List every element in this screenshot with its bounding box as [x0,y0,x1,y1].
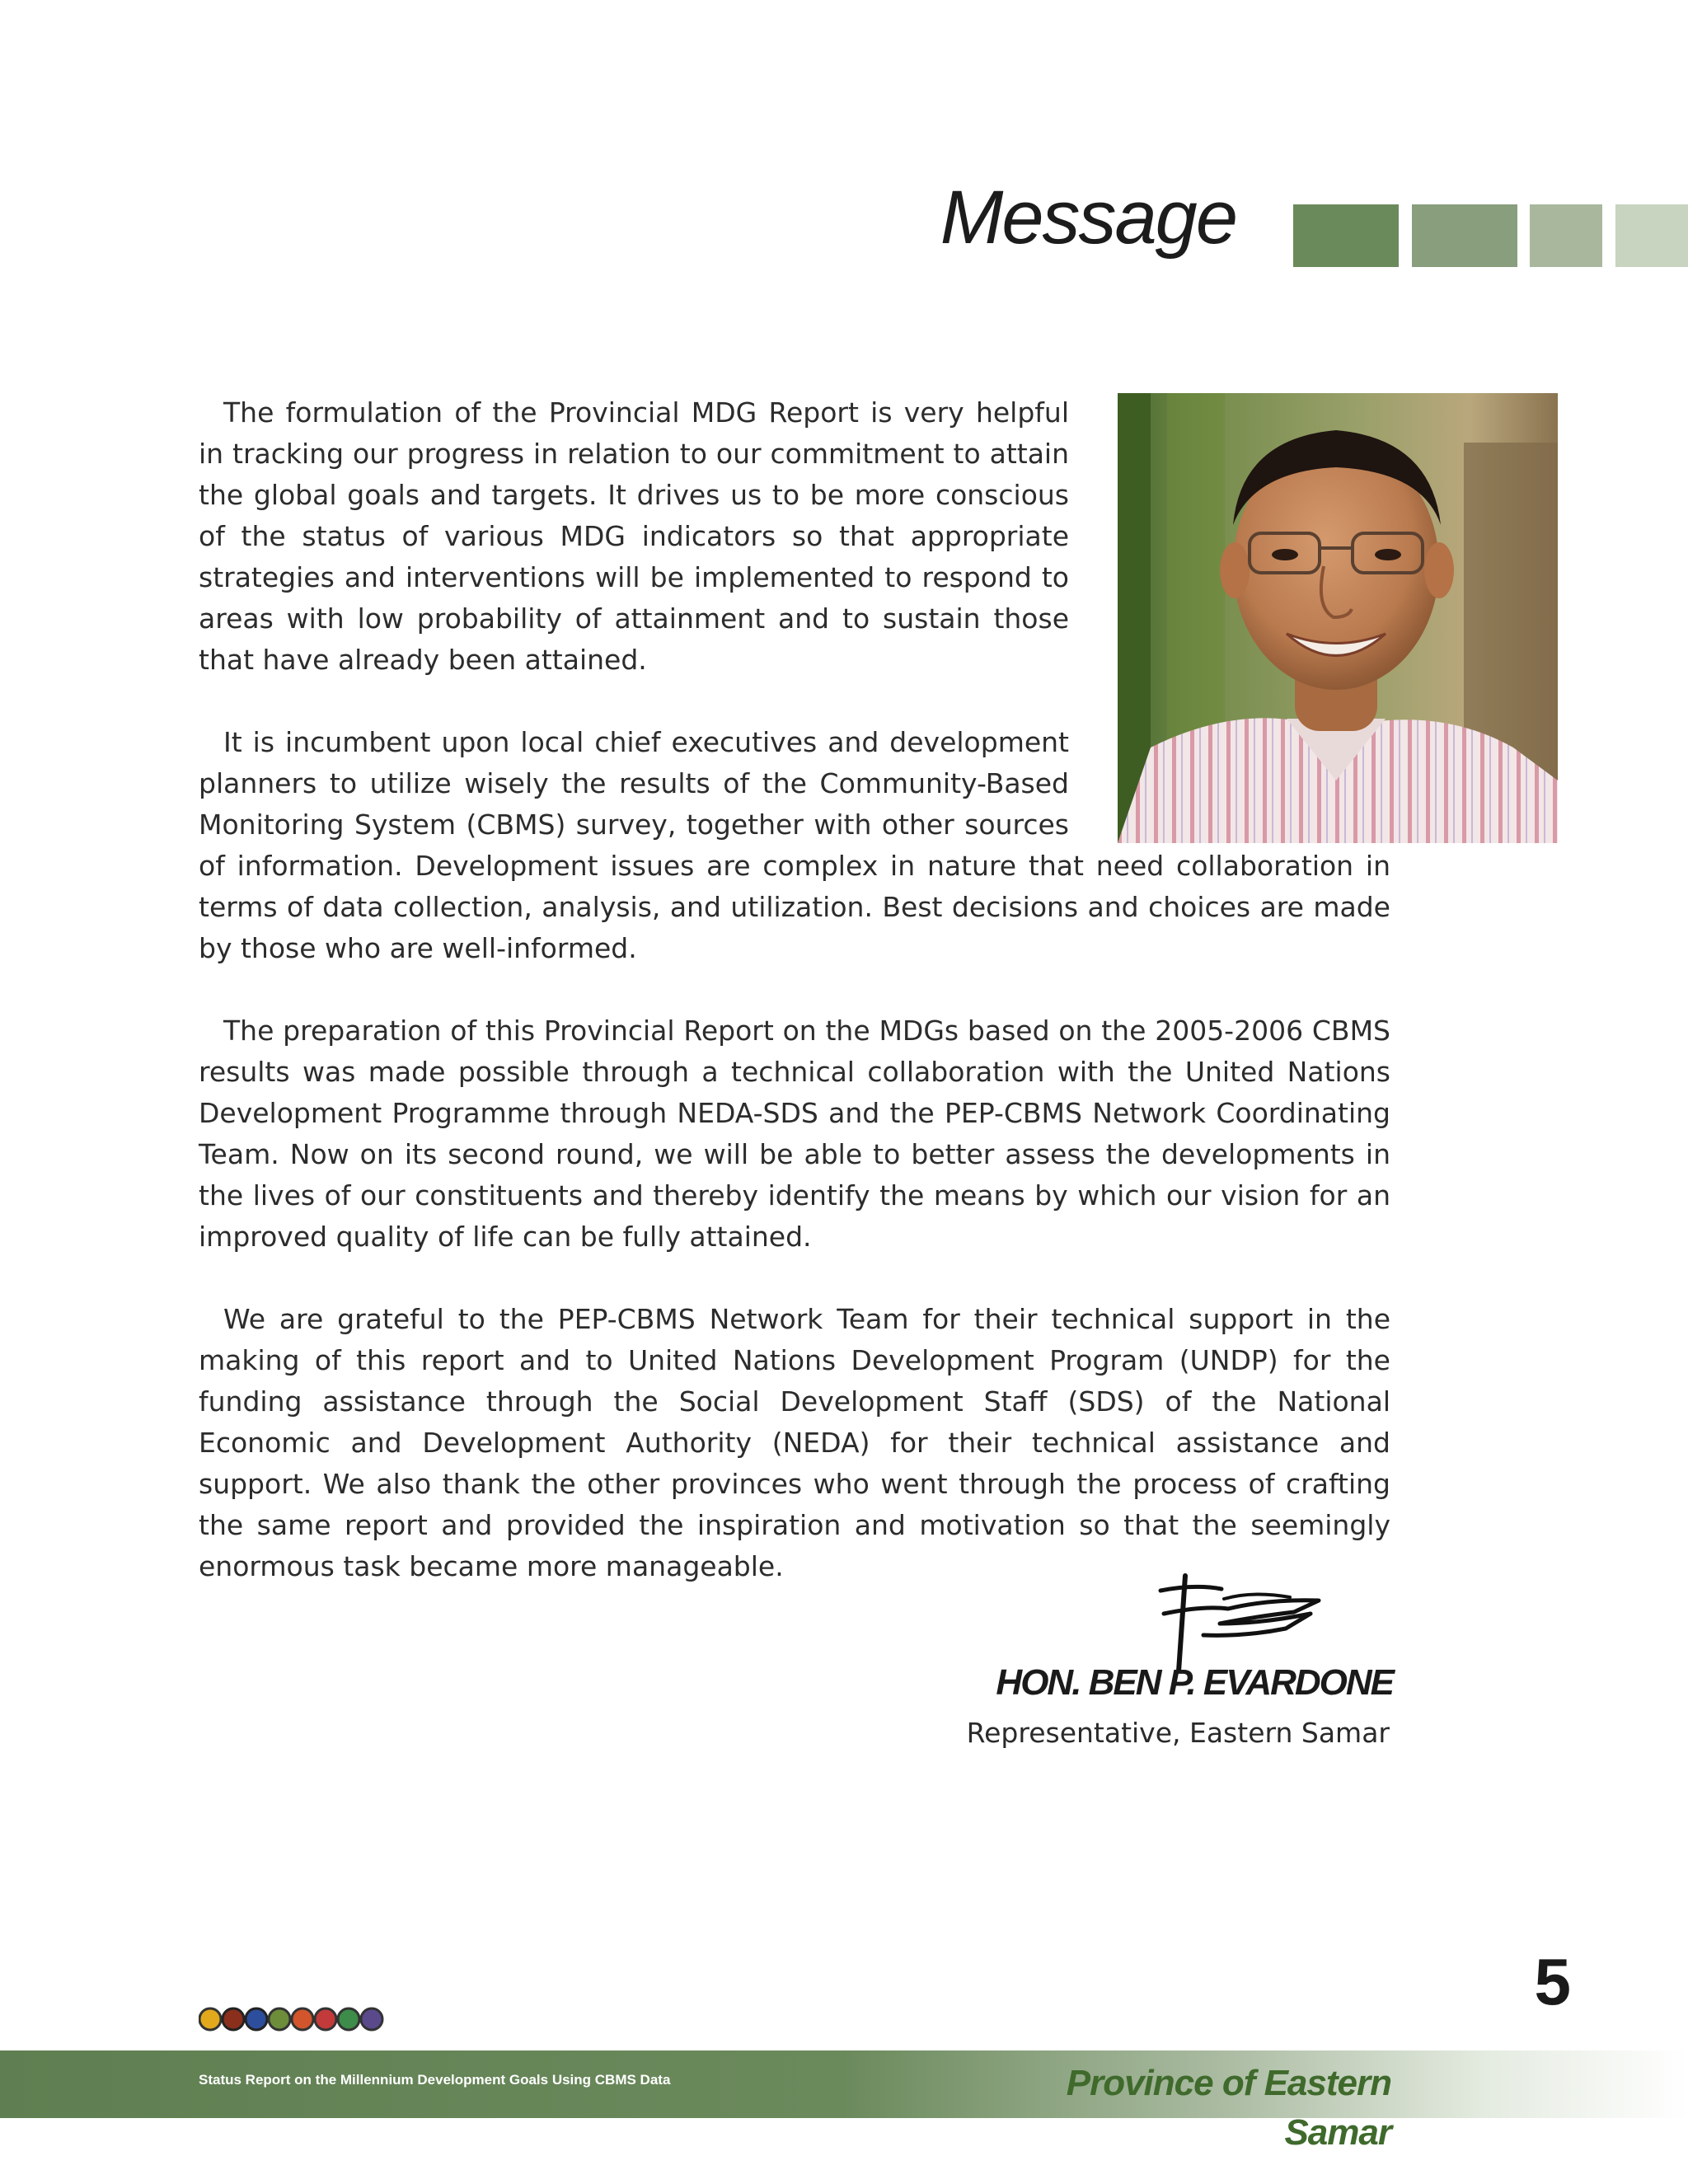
goal-icon-1 [199,2008,221,2030]
accent-square-3 [1530,204,1602,267]
goal-icon-8 [361,2008,382,2030]
paragraph-3: The preparation of this Provincial Report on the MDGs based on the 2005-2006 CBMS results was made possible through a technical collaboration with the United Nations Development Programme through NEDA-SDS and the PEP-CBMS Network Coordinating Team. Now on its second round, we will be able to better assess the developments in the lives of our constituents and thereby identify the means by which our vision for an improved quality of life can be fully attained. [199,1015,1390,1253]
goal-icon-4 [269,2008,290,2030]
footer-province: Province of Eastern Samar [1066,2063,1391,2153]
accent-square-1 [1293,204,1399,267]
paragraph-4: We are grateful to the PEP-CBMS Network Team for their technical support in the making of this report and to United Nations Development Program (UNDP) for the funding assistance through the Social Development Staff (SDS) of the National Economic and Development Authority (NEDA) for their technical assistance and support. We also thank the other provinces who went through the process of crafting the same report and provided the inspiration and motivation so that the seemingly enormous task became more manageable. [199,1303,1390,1582]
signature [1146,1566,1343,1673]
accent-square-2 [1412,204,1517,267]
mdg-goal-icons [199,2004,405,2034]
footer-report-title: Status Report on the Millennium Development Goals Using CBMS Data [199,2072,671,2088]
signatory-name: HON. BEN P. EVARDONE [996,1662,1393,1703]
page-number: 5 [1534,1945,1571,2018]
goal-icon-2 [223,2008,244,2030]
goal-icon-6 [315,2008,336,2030]
goal-icon-5 [292,2008,313,2030]
paragraph-2: It is incumbent upon local chief executives and development planners to utilize wisely the results of the Community-Based Monitoring System (CBMS) survey, together with other sources of information. Development issues are complex in nature that need collaboration in terms of data collection, analysis, and utilization. Best decisions and choices are made by those who are well-informed. [199,726,1390,964]
photo-spacer [1069,392,1390,841]
goal-icon-7 [338,2008,359,2030]
page-title: Message [940,176,1236,260]
goal-icon-3 [246,2008,267,2030]
paragraph-1: The formulation of the Provincial MDG Report is very helpful in tracking our progress in relation to our commitment to attain the global goals and targets. It drives us to be more conscious of the status of various MDG indicators so that appropriate strategies and interventions will be implemented to respond to areas with low probability of attainment and to sustain those that have already been attained. [199,396,1069,676]
signatory-position: Representative, Eastern Samar [966,1717,1390,1749]
message-body [199,392,1390,1629]
accent-square-4 [1615,204,1688,267]
